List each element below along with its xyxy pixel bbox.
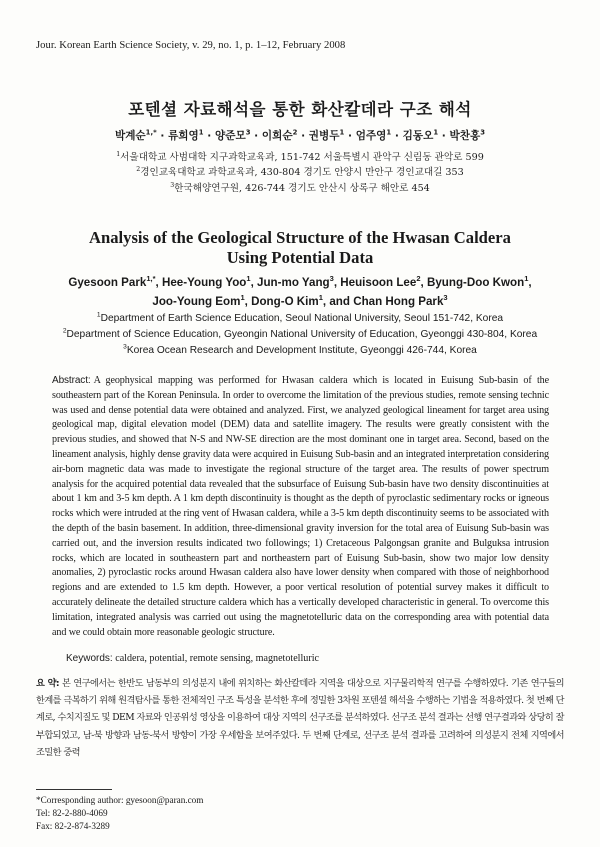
author: 박찬홍$^3$ — [449, 128, 486, 142]
author: 이희순$^2$ — [261, 128, 298, 142]
english-affiliations — [0, 311, 600, 360]
fax: Fax: 82-2-874-3289 — [36, 821, 110, 832]
author: Dong-O Kim$^1$ — [251, 292, 323, 308]
korean-abstract-text: 본 연구에서는 한반도 남동부의 의성분지 내에 위치하는 화산칼데라 지역을 대상으로 지구물리학적 연구를 수행하였다. 기존 연구들의 한계를 극복하기 위해 원격탐사를 통한 전체적인 구조 특성을 분석한 후에 정밀한 3차원 포텐셜 해석을 수행하는 기법을 적용하였다. 첫 번째 단계로, 수치지질도 및 DEM 자료와 인공위성 영상을 이용하여 대상 지역의 선구조를 분석하였다. 선구조 분석 결과는 선행 연구결과와 상당히 잘 부합되었고, 남-북 방향과 남동-북서 방향이 가장 우세함을 보여주었다. 두 번째 단계로, 선구조 분석 결과를 고려하여 의성분지 전체 지역에서 조밀한 중력 — [36, 678, 564, 758]
author: 권병두$^1$ — [308, 128, 345, 142]
author: Jun-mo Yang$^3$ — [257, 274, 334, 289]
keywords-label: Keywords: — [66, 653, 113, 664]
english-title: Analysis of the Geological Structure of the Hwasan Caldera Using Potential Data — [89, 228, 511, 267]
author: 류희영$^1$ — [168, 128, 204, 142]
keywords-text: caldera, potential, remote sensing, magnetotelluric — [115, 653, 319, 664]
affiliation: $^2$경인교육대학교 과학교육과, 430-804 경기도 안양시 만안구 경인교대길 353 — [136, 166, 464, 179]
author: Gyesoon Park$^{1,*}$ — [68, 274, 156, 289]
footnote-divider — [36, 789, 112, 790]
abstract-text: A geophysical mapping was performed for Hwasan caldera which is located in Euisung Sub-basin of the southeastern part of the Korean Peninsula. In order to overcome the limitation of the previous studies, remote sensing technic was used and dense potential data were obtained and analyzed. First, we analyzed geological lineament for target area using geological map, digital elevation model (DEM) data and satellite imagery. The results were greatly consistent with the previous studies, and showed that N-S and NW-SE direction are the most dominant one in target area. Second, based on the lineament analysis, highly dense gravity data were acquired in Euisung Sub-basin and an integrated interpretation considering air-born magnetic data was made to investigate the regional structure of the target area. The results of power spectrum analysis for the acquired potential data revealed that the subsurface of Euisung Sub-basin have two density discontinuities at about 1 km and 3-5 km depth. A 1 km depth discontinuity is thought as the depth of pyroclastic sedimentary rocks or igneous rocks which were intruded at the ring vent of Hwasan caldera, while a 3-5 km depth discontinuity seems to be associated with the depth of the basin basement. In addition, three-dimensional gravity inversion for the total area of Euisung Sub-basin was carried out, and the inversion results indicated two followings; 1) Cretaceous Palgongsan granite and Bulguksa intrusion rocks, which are located in southeastern part and northeastern part of Euisung Sub-basin, show two major low density anomalies, 2) pyroclastic rocks around Hwasan caldera also have lower density when compared with those of neighborhood regions and are extended to 1.5 km depth. However, a poor vertical resolution of potential survey makes it difficult to accurately delineate the detailed structure caldera which has a vertically developed characteristic in general. To overcome this limitation, integrated analysis was carried out using the magnetotelluric data on the corresponding area with potential data and we could obtain more reasonable geologic structure. — [52, 375, 549, 638]
affiliation: $^2$Department of Science Education, Gyeongin National University of Education, Gyeonggi 430-804, Korea — [62, 327, 538, 341]
english-abstract — [52, 374, 549, 640]
journal-header: Jour. Korean Earth Science Society, v. 29, no. 1, p. 1–12, February 2008 — [36, 40, 346, 51]
author: Hee-Young Yoo$^1$ — [161, 274, 251, 289]
corresponding-author: *Corresponding author: gyesoon@paran.com — [36, 795, 204, 805]
footnotes — [36, 794, 536, 833]
affiliation: $^3$한국해양연구원, 426-744 경기도 안산시 상록구 해안로 454 — [170, 181, 430, 194]
author: Byung-Doo Kwon$^1$ — [426, 274, 529, 289]
korean-authors: 박계순$^{1,*}$ · 류희영$^1$ · 양준모$^3$ · 이희순$^2$ · 권병두$^1$ · 엄주영$^1$ · 김동오$^1$ · 박찬홍$^3$ — [114, 128, 486, 142]
affiliation: $^1$Department of Earth Science Education, Seoul National University, Seoul 151-742, Korea — [96, 311, 504, 324]
korean-abstract-label: 요 약: — [36, 678, 60, 689]
affiliation: $^1$서울대학교 사범대학 지구과학교육과, 151-742 서울특별시 관악구 신림동 관악로 599 — [116, 150, 484, 163]
author: 양준모$^3$ — [214, 128, 251, 142]
author: Joo-Young Eom$^1$ — [152, 292, 245, 308]
keywords — [66, 652, 556, 666]
korean-abstract — [36, 675, 564, 761]
author: Heuisoon Lee$^2$ — [340, 274, 421, 289]
korean-title: 포텐셜 자료해석을 통한 화산칼데라 구조 해석 — [128, 100, 472, 119]
author: Chan Hong Park$^3$ — [353, 292, 448, 308]
affiliation: $^3$Korea Ocean Research and Development Institute, Gyeonggi 426-744, Korea — [123, 344, 477, 357]
telephone: Tel: 82-2-880-4069 — [36, 808, 108, 819]
author: 엄주영$^1$ — [355, 128, 392, 142]
abstract-label: Abstract: — [52, 375, 91, 386]
korean-affiliations — [0, 150, 600, 196]
author: 김동오$^1$ — [402, 128, 439, 142]
author: 박계순$^{1,*}$ — [114, 128, 157, 142]
english-authors: Gyesoon Park$^{1,*}$, Hee-Young Yoo$^1$, Jun-mo Yang$^3$, Heuisoon Lee$^2$, Byung-Doo Kwon$^1$, Joo-Young Eom$^1$, Dong-O Kim$^1$, and Chan Hong Park$^3$ — [68, 274, 532, 308]
